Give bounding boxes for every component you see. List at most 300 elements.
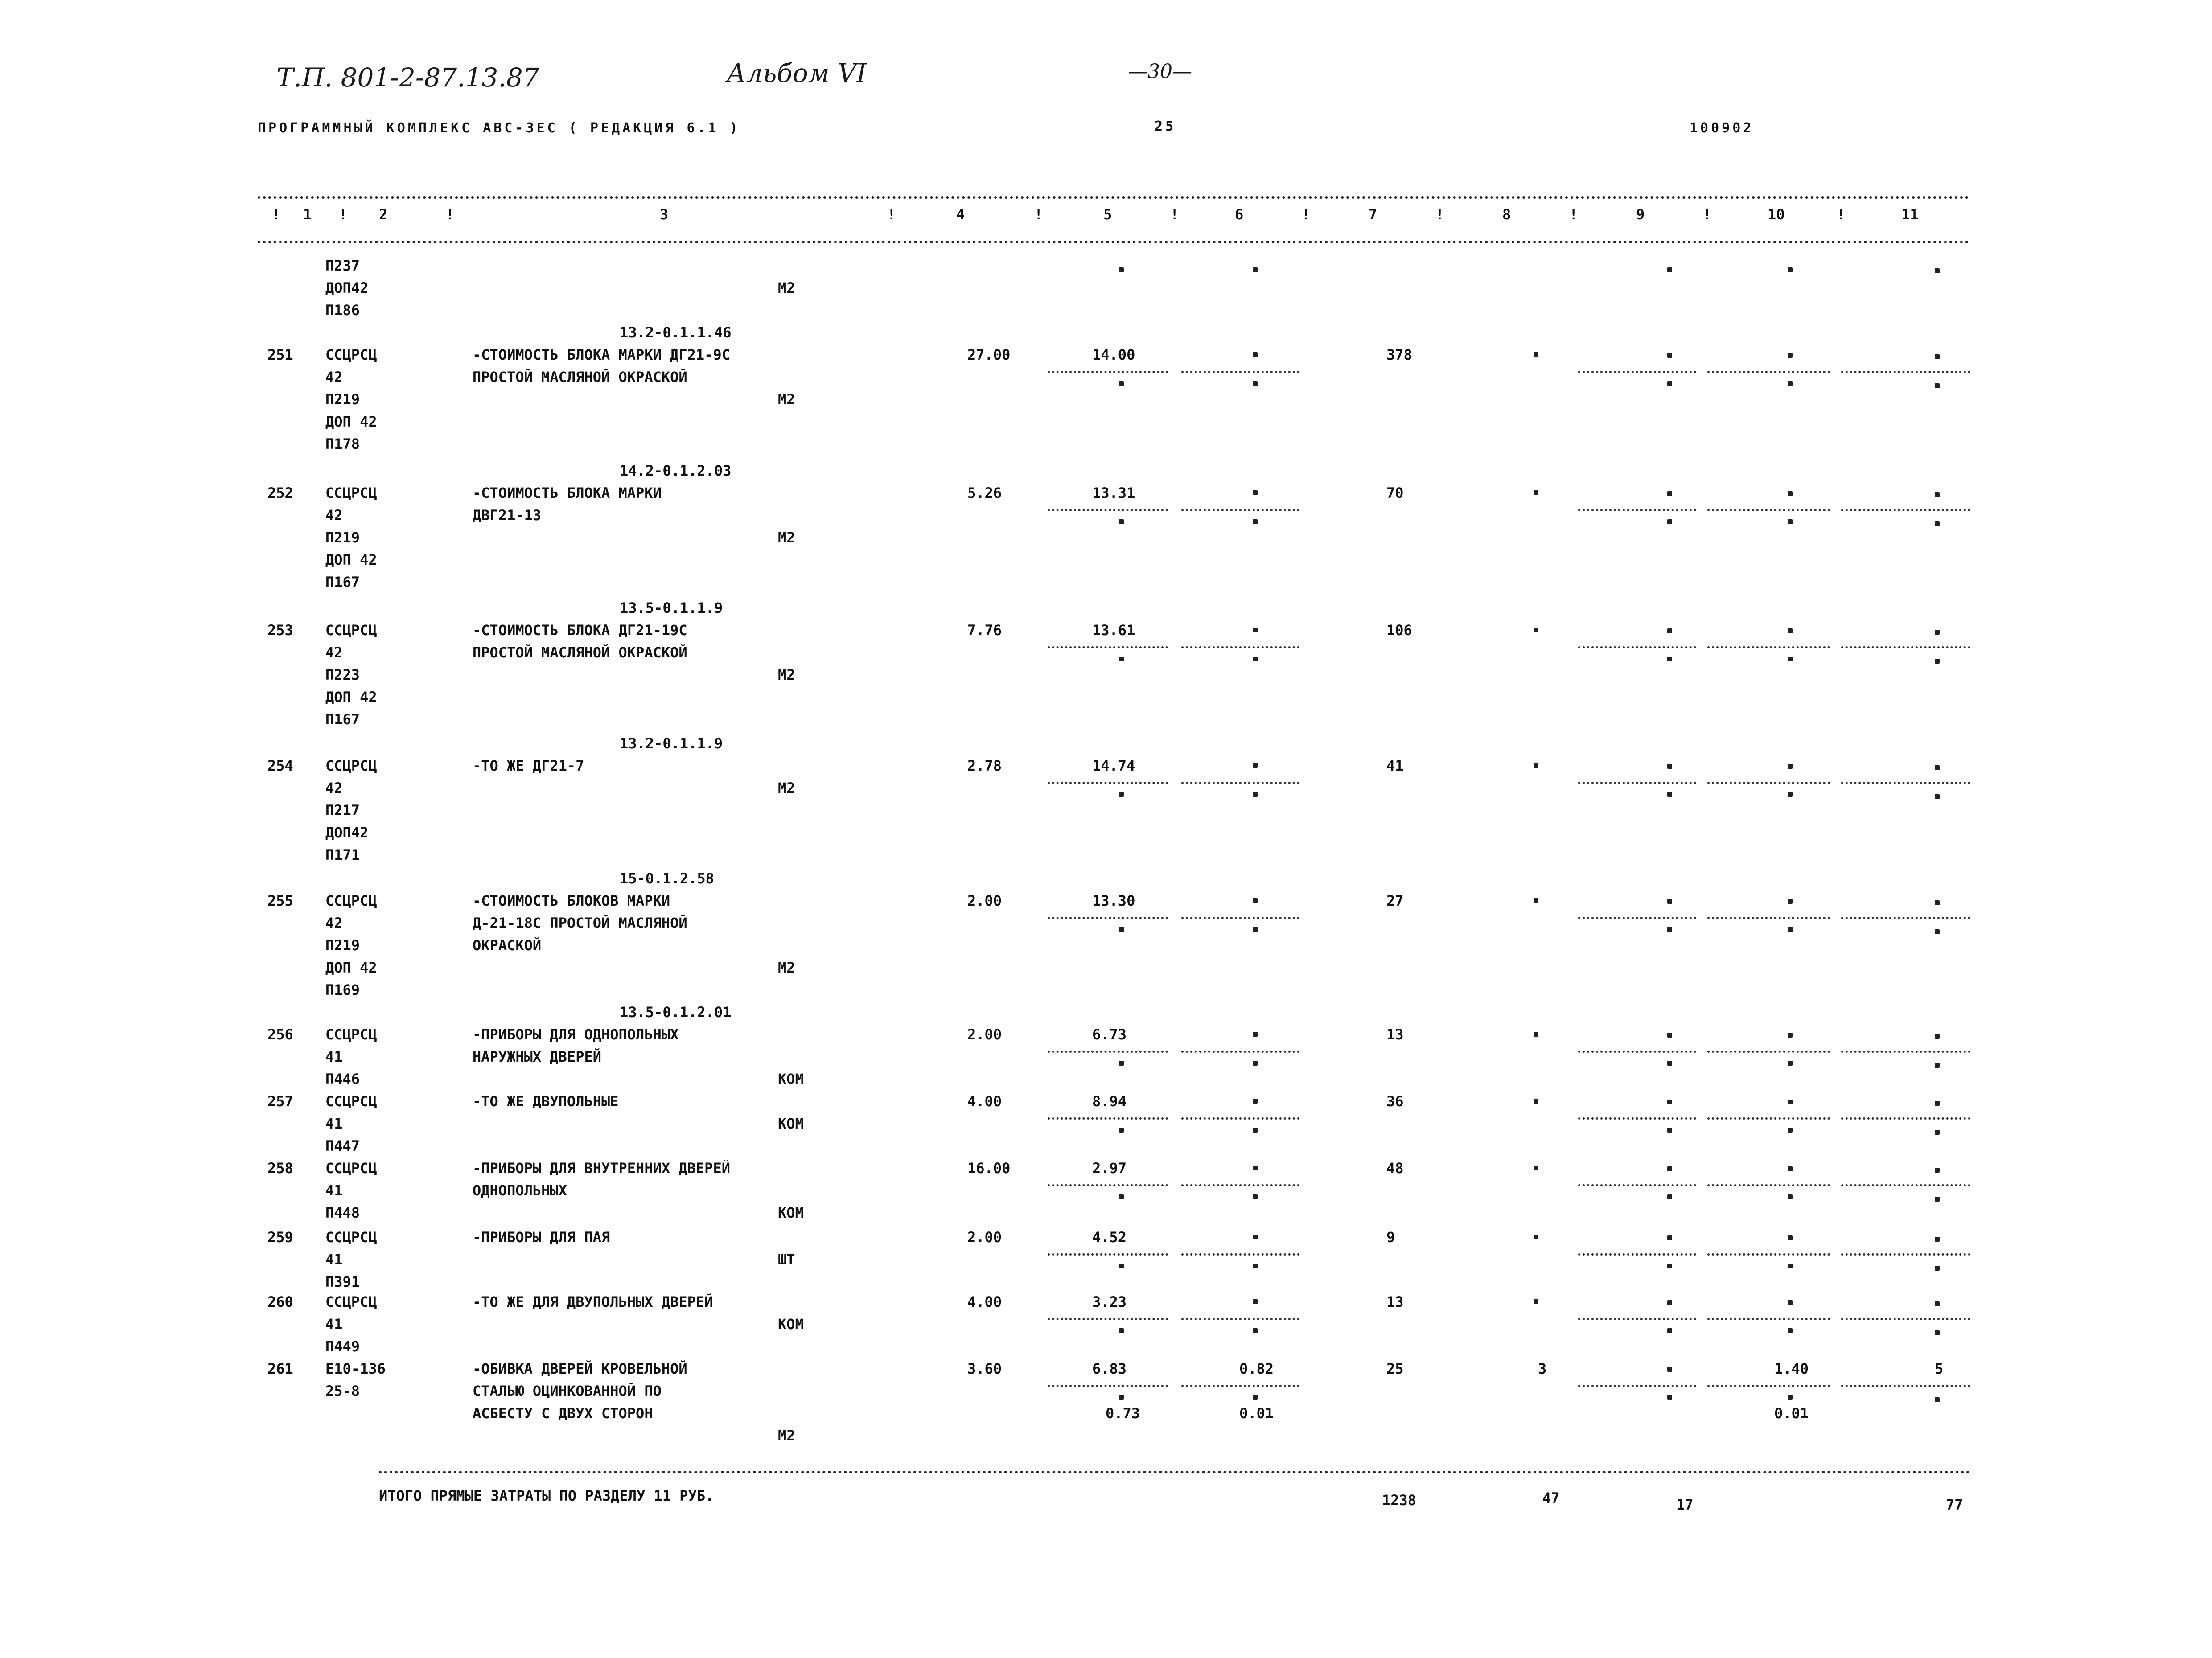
resource-code: 42 (325, 369, 343, 386)
dotted-divider (1578, 1253, 1696, 1256)
dotted-divider (1181, 1117, 1299, 1120)
resource-code: ССЦРСЦ (325, 484, 377, 501)
work-description: -СТОИМОСТЬ БЛОКОВ МАРКИ (473, 892, 670, 909)
empty-value-dot (1788, 899, 1793, 904)
empty-value-dot (1667, 519, 1672, 524)
value-c7: 106 (1386, 622, 1412, 639)
empty-value-dot (1788, 1235, 1793, 1240)
value-c10-second: 0.01 (1774, 1405, 1809, 1422)
unit-of-measure: М2 (778, 529, 795, 546)
value-c10: 1.40 (1774, 1360, 1809, 1377)
empty-value-dot (1253, 927, 1258, 932)
value-c4: 2.00 (967, 1026, 1002, 1043)
value-c7: 70 (1386, 484, 1404, 501)
dotted-divider (1181, 646, 1299, 648)
empty-value-dot (1253, 1395, 1258, 1400)
empty-value-dot (1667, 1128, 1672, 1133)
work-description: -ПРИБОРЫ ДЛЯ ОДНОПОЛЬНЫХ (473, 1026, 679, 1043)
work-description: -ОБИВКА ДВЕРЕЙ КРОВЕЛЬНОЙ (473, 1360, 687, 1377)
dotted-divider (1841, 782, 1970, 784)
resource-code: П223 (325, 666, 360, 683)
empty-value-dot (1788, 1194, 1793, 1199)
empty-value-dot (1667, 353, 1672, 358)
dotted-divider (1707, 782, 1830, 784)
resource-code: ДОП 42 (325, 413, 377, 430)
unit-of-measure: М2 (778, 780, 795, 796)
col-header-10: 10 (1768, 206, 1785, 223)
work-description: СТАЛЬЮ ОЦИНКОВАННОЙ ПО (473, 1383, 662, 1399)
empty-value-dot (1253, 352, 1258, 357)
dotted-divider (1578, 782, 1696, 784)
empty-value-dot (1667, 1367, 1672, 1372)
resource-code: ДОП 42 (325, 959, 377, 976)
dotted-divider (1578, 917, 1696, 919)
value-c5: 14.74 (1092, 757, 1135, 774)
resource-code: П178 (325, 435, 360, 452)
empty-value-dot (1935, 929, 1940, 934)
page-number: —30— (1128, 60, 1192, 83)
value-c7: 48 (1386, 1160, 1404, 1177)
dotted-divider (1578, 1184, 1696, 1186)
resource-code: ДОП42 (325, 824, 369, 841)
empty-value-dot (1119, 1395, 1124, 1400)
empty-value-dot (1253, 1128, 1258, 1133)
empty-value-dot (1788, 628, 1793, 633)
value-c4: 2.00 (967, 892, 1002, 909)
resource-code: П219 (325, 529, 360, 546)
empty-value-dot (1935, 630, 1940, 635)
empty-value-dot (1534, 352, 1538, 357)
dotted-divider (1841, 1184, 1970, 1186)
empty-value-dot (1667, 927, 1672, 932)
empty-value-dot (1253, 1032, 1258, 1037)
empty-value-dot (1253, 792, 1258, 797)
value-c4: 5.26 (967, 484, 1002, 501)
value-c7: 25 (1386, 1360, 1404, 1377)
empty-value-dot (1788, 1300, 1793, 1305)
price-formula: 13.5-0.1.2.01 (620, 1004, 732, 1021)
value-c11: 5 (1935, 1360, 1944, 1377)
work-description: -ПРИБОРЫ ДЛЯ ВНУТРЕННИХ ДВЕРЕЙ (473, 1160, 730, 1177)
dotted-divider (1841, 917, 1970, 919)
empty-value-dot (1667, 1235, 1672, 1240)
empty-value-dot (1788, 1328, 1793, 1333)
row-number: 258 (267, 1160, 293, 1177)
sheet-number: 25 (1155, 119, 1176, 134)
row-number: 251 (267, 346, 293, 363)
dotted-divider (1048, 1253, 1168, 1256)
value-c5: 13.61 (1092, 622, 1135, 639)
empty-value-dot (1935, 1168, 1940, 1173)
dotted-divider (1707, 1184, 1830, 1186)
empty-value-dot (1119, 1194, 1124, 1199)
resource-code: ССЦРСЦ (325, 1026, 377, 1043)
work-description: -ТО ЖЕ ДЛЯ ДВУПОЛЬНЫХ ДВЕРЕЙ (473, 1293, 713, 1310)
header-top-rule (258, 196, 1969, 199)
empty-value-dot (1788, 519, 1793, 524)
empty-value-dot (1534, 1032, 1538, 1037)
value-c4: 3.60 (967, 1360, 1002, 1377)
empty-value-dot (1253, 519, 1258, 524)
resource-code: П446 (325, 1071, 360, 1088)
price-formula: 13.2-0.1.1.46 (620, 324, 732, 341)
empty-value-dot (1788, 927, 1793, 932)
row-number: 252 (267, 484, 293, 501)
resource-code: ССЦРСЦ (325, 1160, 377, 1177)
empty-value-dot (1667, 1166, 1672, 1171)
dotted-divider (1181, 1184, 1299, 1186)
project-code: Т.П. 801-2-87.13.87 (276, 62, 539, 93)
col-divider: ! (887, 206, 896, 223)
col-divider: ! (1703, 206, 1712, 223)
empty-value-dot (1667, 1328, 1672, 1333)
resource-code: П391 (325, 1273, 360, 1290)
empty-value-dot (1253, 267, 1258, 272)
value-c6: 0.82 (1239, 1360, 1274, 1377)
resource-code: П219 (325, 391, 360, 408)
empty-value-dot (1253, 1166, 1258, 1170)
col-divider: ! (446, 206, 455, 223)
value-c7: 41 (1386, 757, 1404, 774)
resource-code: 42 (325, 915, 343, 932)
value-c6-second: 0.01 (1239, 1405, 1274, 1422)
work-description: -ПРИБОРЫ ДЛЯ ПАЯ (473, 1229, 610, 1246)
dotted-divider (1578, 646, 1696, 648)
empty-value-dot (1667, 381, 1672, 386)
empty-value-dot (1253, 763, 1258, 768)
empty-value-dot (1119, 927, 1124, 932)
value-c7: 27 (1386, 892, 1404, 909)
resource-code: 42 (325, 507, 343, 524)
resource-code: ДОП 42 (325, 551, 377, 568)
row-number: 256 (267, 1026, 293, 1043)
value-c4: 2.78 (967, 757, 1002, 774)
value-c7: 13 (1386, 1026, 1404, 1043)
col-header-2: 2 (379, 206, 388, 223)
value-c4: 16.00 (967, 1160, 1011, 1177)
empty-value-dot (1788, 1128, 1793, 1133)
unit-of-measure: КОМ (778, 1115, 804, 1132)
dotted-divider (1841, 1253, 1970, 1256)
dotted-divider (1707, 917, 1830, 919)
row-number: 257 (267, 1093, 293, 1110)
empty-value-dot (1935, 492, 1940, 497)
value-c5: 3.23 (1092, 1293, 1127, 1310)
dotted-divider (1707, 646, 1830, 648)
empty-value-dot (1667, 1033, 1672, 1038)
resource-code: П448 (325, 1204, 360, 1221)
value-c4: 4.00 (967, 1093, 1002, 1110)
unit-of-measure: М2 (778, 1427, 795, 1444)
work-description: ДВГ21-13 (473, 507, 542, 524)
empty-value-dot (1788, 657, 1793, 661)
work-description: -СТОИМОСТЬ БЛОКА ДГ21-19С (473, 622, 687, 639)
col-divider: ! (1569, 206, 1578, 223)
empty-value-dot (1788, 792, 1793, 797)
resource-code: ССЦРСЦ (325, 892, 377, 909)
work-description: ПРОСТОЙ МАСЛЯНОЙ ОКРАСКОЙ (473, 644, 687, 661)
empty-value-dot (1667, 764, 1672, 769)
dotted-divider (1578, 1385, 1696, 1387)
empty-value-dot (1534, 1166, 1538, 1170)
dotted-divider (1048, 646, 1168, 648)
empty-value-dot (1253, 1099, 1258, 1104)
empty-value-dot (1788, 491, 1793, 496)
empty-value-dot (1667, 1194, 1672, 1199)
empty-value-dot (1935, 659, 1940, 664)
resource-code: 42 (325, 644, 343, 661)
empty-value-dot (1534, 1299, 1538, 1304)
total-rule (379, 1471, 1970, 1473)
resource-code: 41 (325, 1048, 343, 1065)
empty-value-dot (1667, 1061, 1672, 1066)
resource-code: ССЦРСЦ (325, 622, 377, 639)
value-c4: 7.76 (967, 622, 1002, 639)
dotted-divider (1181, 1318, 1299, 1320)
value-c5: 13.30 (1092, 892, 1135, 909)
empty-value-dot (1667, 628, 1672, 633)
work-description: -СТОИМОСТЬ БЛОКА МАРКИ ДГ21-9С (473, 346, 730, 363)
unit-of-measure: М2 (778, 959, 795, 976)
total-col7: 1238 (1382, 1492, 1417, 1509)
resource-code: П237 (325, 257, 360, 274)
dotted-divider (1707, 1253, 1830, 1256)
work-description: -ТО ЖЕ ДВУПОЛЬНЫЕ (473, 1093, 619, 1110)
value-c4: 27.00 (967, 346, 1011, 363)
empty-value-dot (1119, 792, 1124, 797)
empty-value-dot (1788, 1395, 1793, 1400)
col-header-8: 8 (1502, 206, 1511, 223)
resource-code: ССЦРСЦ (325, 346, 377, 363)
value-c5: 2.97 (1092, 1160, 1127, 1177)
empty-value-dot (1788, 764, 1793, 769)
empty-value-dot (1534, 763, 1538, 768)
empty-value-dot (1253, 1194, 1258, 1199)
resource-code: ССЦРСЦ (325, 1293, 377, 1310)
dotted-divider (1707, 371, 1830, 373)
work-description: -ТО ЖЕ ДГ21-7 (473, 757, 584, 774)
value-c7: 9 (1386, 1229, 1395, 1246)
unit-of-measure: КОМ (778, 1204, 804, 1221)
empty-value-dot (1667, 657, 1672, 661)
dotted-divider (1841, 646, 1970, 648)
album-label: Альбом VI (727, 58, 867, 88)
unit-of-measure: ШТ (778, 1251, 795, 1268)
empty-value-dot (1667, 1395, 1672, 1400)
total-col11: 77 (1946, 1496, 1963, 1513)
empty-value-dot (1534, 1099, 1538, 1104)
empty-value-dot (1119, 657, 1124, 661)
total-col8: 47 (1542, 1490, 1560, 1506)
col-divider: ! (1435, 206, 1444, 223)
row-number: 259 (267, 1229, 293, 1246)
total-col9: 17 (1676, 1496, 1694, 1513)
empty-value-dot (1935, 1101, 1940, 1106)
empty-value-dot (1935, 1130, 1940, 1135)
empty-value-dot (1935, 765, 1940, 770)
empty-value-dot (1935, 1301, 1940, 1306)
empty-value-dot (1935, 1197, 1940, 1202)
dotted-divider (1181, 509, 1299, 511)
empty-value-dot (1667, 1100, 1672, 1104)
dotted-divider (1048, 1117, 1168, 1120)
col-divider: ! (1837, 206, 1846, 223)
empty-value-dot (1119, 381, 1124, 386)
empty-value-dot (1788, 1033, 1793, 1038)
dotted-divider (1048, 1051, 1168, 1053)
dotted-divider (1707, 509, 1830, 511)
dotted-divider (1578, 1318, 1696, 1320)
unit-of-measure: М2 (778, 279, 795, 296)
resource-code: П167 (325, 711, 360, 728)
empty-value-dot (1935, 1237, 1940, 1242)
empty-value-dot (1534, 490, 1538, 495)
empty-value-dot (1788, 1264, 1793, 1268)
col-header-4: 4 (956, 206, 965, 223)
resource-code: Е10-136 (325, 1360, 386, 1377)
resource-code: П217 (325, 802, 360, 819)
resource-code: 42 (325, 780, 343, 796)
empty-value-dot (1667, 491, 1672, 496)
price-formula: 15-0.1.2.58 (620, 870, 714, 887)
dotted-divider (1841, 1318, 1970, 1320)
resource-code: ССЦРСЦ (325, 1229, 377, 1246)
col-divider: ! (1170, 206, 1179, 223)
total-label: ИТОГО ПРЯМЫЕ ЗАТРАТЫ ПО РАЗДЕЛУ 11 РУБ. (379, 1487, 714, 1504)
empty-value-dot (1253, 1299, 1258, 1304)
resource-code: П447 (325, 1137, 360, 1154)
empty-value-dot (1534, 898, 1538, 903)
col-header-5: 5 (1103, 206, 1112, 223)
empty-value-dot (1935, 1063, 1940, 1068)
empty-value-dot (1667, 267, 1672, 272)
work-description: ОКРАСКОЙ (473, 937, 542, 954)
value-c8: 3 (1538, 1360, 1547, 1377)
work-description: Д-21-18С ПРОСТОЙ МАСЛЯНОЙ (473, 915, 687, 932)
resource-code: ДОП42 (325, 279, 369, 296)
dotted-divider (1048, 782, 1168, 784)
unit-of-measure: КОМ (778, 1071, 804, 1088)
empty-value-dot (1534, 628, 1538, 632)
empty-value-dot (1935, 521, 1940, 526)
resource-code: ДОП 42 (325, 689, 377, 706)
col-header-1: 1 (303, 206, 312, 223)
document-number: 100902 (1690, 120, 1754, 136)
dotted-divider (1048, 371, 1168, 373)
resource-code: ССЦРСЦ (325, 1093, 377, 1110)
col-divider: ! (1034, 206, 1043, 223)
value-c5: 8.94 (1092, 1093, 1127, 1110)
row-number: 254 (267, 757, 293, 774)
empty-value-dot (1253, 657, 1258, 661)
empty-value-dot (1119, 267, 1124, 272)
header-bottom-rule (258, 241, 1969, 243)
empty-value-dot (1788, 381, 1793, 386)
dotted-divider (1841, 509, 1970, 511)
work-description: -СТОИМОСТЬ БЛОКА МАРКИ (473, 484, 662, 501)
empty-value-dot (1935, 268, 1940, 273)
unit-of-measure: КОМ (778, 1316, 804, 1333)
dotted-divider (1048, 1318, 1168, 1320)
dotted-divider (1181, 371, 1299, 373)
empty-value-dot (1667, 1264, 1672, 1268)
resource-code: П449 (325, 1338, 360, 1355)
value-c7: 378 (1386, 346, 1412, 363)
empty-value-dot (1788, 353, 1793, 358)
dotted-divider (1578, 1051, 1696, 1053)
col-header-3: 3 (660, 206, 669, 223)
empty-value-dot (1935, 1266, 1940, 1271)
resource-code: 41 (325, 1316, 343, 1333)
empty-value-dot (1935, 383, 1940, 388)
resource-code: 25-8 (325, 1383, 360, 1399)
col-divider: ! (272, 206, 281, 223)
empty-value-dot (1667, 792, 1672, 797)
dotted-divider (1578, 1117, 1696, 1120)
dotted-divider (1707, 1051, 1830, 1053)
value-c5: 6.83 (1092, 1360, 1127, 1377)
empty-value-dot (1935, 1034, 1940, 1039)
dotted-divider (1048, 917, 1168, 919)
empty-value-dot (1935, 1330, 1940, 1335)
value-c5: 6.73 (1092, 1026, 1127, 1043)
dotted-divider (1048, 1184, 1168, 1186)
work-description: ПРОСТОЙ МАСЛЯНОЙ ОКРАСКОЙ (473, 369, 687, 386)
empty-value-dot (1253, 898, 1258, 903)
dotted-divider (1181, 1385, 1299, 1387)
work-description: АСБЕСТУ С ДВУХ СТОРОН (473, 1405, 653, 1422)
value-c5: 4.52 (1092, 1229, 1127, 1246)
resource-code: ССЦРСЦ (325, 757, 377, 774)
empty-value-dot (1788, 1061, 1793, 1066)
dotted-divider (1181, 782, 1299, 784)
empty-value-dot (1788, 267, 1793, 272)
dotted-divider (1841, 1385, 1970, 1387)
row-number: 260 (267, 1293, 293, 1310)
empty-value-dot (1119, 1061, 1124, 1066)
col-header-9: 9 (1636, 206, 1645, 223)
empty-value-dot (1253, 628, 1258, 632)
dotted-divider (1707, 1385, 1830, 1387)
dotted-divider (1707, 1318, 1830, 1320)
col-header-7: 7 (1369, 206, 1377, 223)
empty-value-dot (1119, 1264, 1124, 1268)
price-formula: 14.2-0.1.2.03 (620, 462, 732, 479)
row-number: 255 (267, 892, 293, 909)
empty-value-dot (1253, 381, 1258, 386)
empty-value-dot (1935, 794, 1940, 799)
empty-value-dot (1253, 1264, 1258, 1268)
dotted-divider (1578, 371, 1696, 373)
value-c7: 36 (1386, 1093, 1404, 1110)
dotted-divider (1841, 1117, 1970, 1120)
unit-of-measure: М2 (778, 666, 795, 683)
dotted-divider (1578, 509, 1696, 511)
empty-value-dot (1935, 354, 1940, 359)
work-description: ОДНОПОЛЬНЫХ (473, 1182, 567, 1199)
value-c5-second: 0.73 (1106, 1405, 1140, 1422)
dotted-divider (1048, 1385, 1168, 1387)
empty-value-dot (1667, 1300, 1672, 1305)
empty-value-dot (1935, 900, 1940, 905)
dotted-divider (1841, 1051, 1970, 1053)
col-divider: ! (339, 206, 348, 223)
empty-value-dot (1534, 1235, 1538, 1239)
value-c5: 13.31 (1092, 484, 1135, 501)
empty-value-dot (1788, 1166, 1793, 1171)
dotted-divider (1707, 1117, 1830, 1120)
empty-value-dot (1667, 899, 1672, 904)
